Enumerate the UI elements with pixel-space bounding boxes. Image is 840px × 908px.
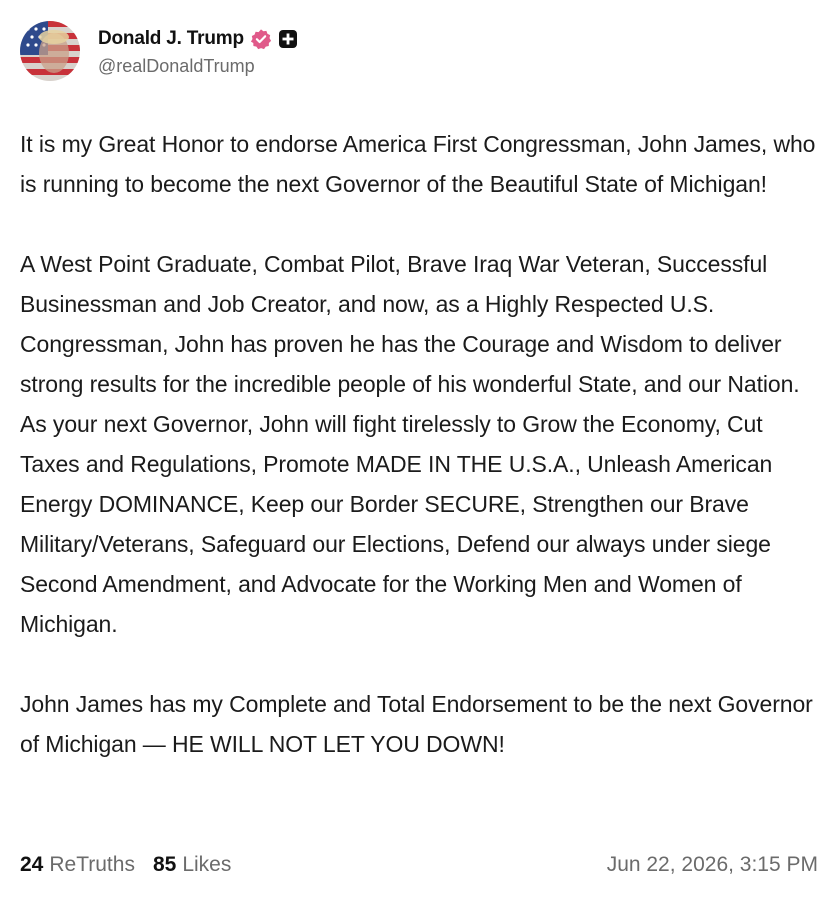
avatar[interactable] [20, 21, 80, 81]
likes-label: Likes [182, 853, 232, 876]
post-paragraph: A West Point Graduate, Combat Pilot, Brave Iraq War Veteran, Successful Businessman and Job Creator, and now, as a Highly Respected U.S. Congressman, John has proven he has the Courage and Wisdom to deliver strong results for the incredible people of his wonderful State, and our Nation. As your next Governor, John will fight tirelessly to Grow the Economy, Cut Taxes and Regulations, Promote MADE IN THE U.S.A., Unleash American Energy DOMINANCE, Keep our Border SECURE, Strengthen our Brave Military/Veterans, Safeguard our Elections, Defend our always under siege Second Amendment, and Advocate for the Working Men and Women of Michigan. [20, 251, 800, 637]
retruths-stat[interactable] [20, 853, 135, 877]
post-timestamp[interactable]: Jun 22, 2026, 3:15 PM [606, 853, 818, 876]
post-paragraph: It is my Great Honor to endorse America First Congressman, John James, who is running to become the next Governor of the Beautiful State of Michigan! [20, 131, 816, 197]
post-footer [20, 848, 818, 882]
retruths-label: ReTruths [49, 853, 135, 876]
likes-count: 85 [152, 853, 177, 876]
post-header [20, 20, 820, 82]
retruths-count: 24 [20, 853, 44, 876]
post-body [20, 124, 820, 764]
author-identity [98, 26, 298, 77]
author-handle[interactable]: @realDonaldTrump [98, 55, 255, 76]
likes-stat[interactable] [153, 853, 231, 877]
plus-square-icon [278, 29, 298, 49]
avatar-image [20, 21, 80, 81]
author-name-row [98, 26, 298, 52]
author-display-name[interactable]: Donald J. Trump [98, 27, 244, 49]
verified-badge-icon [250, 28, 272, 50]
post-paragraph: John James has my Complete and Total Endorsement to be the next Governor of Michigan — HE WILL NOT LET YOU DOWN! [20, 691, 813, 757]
